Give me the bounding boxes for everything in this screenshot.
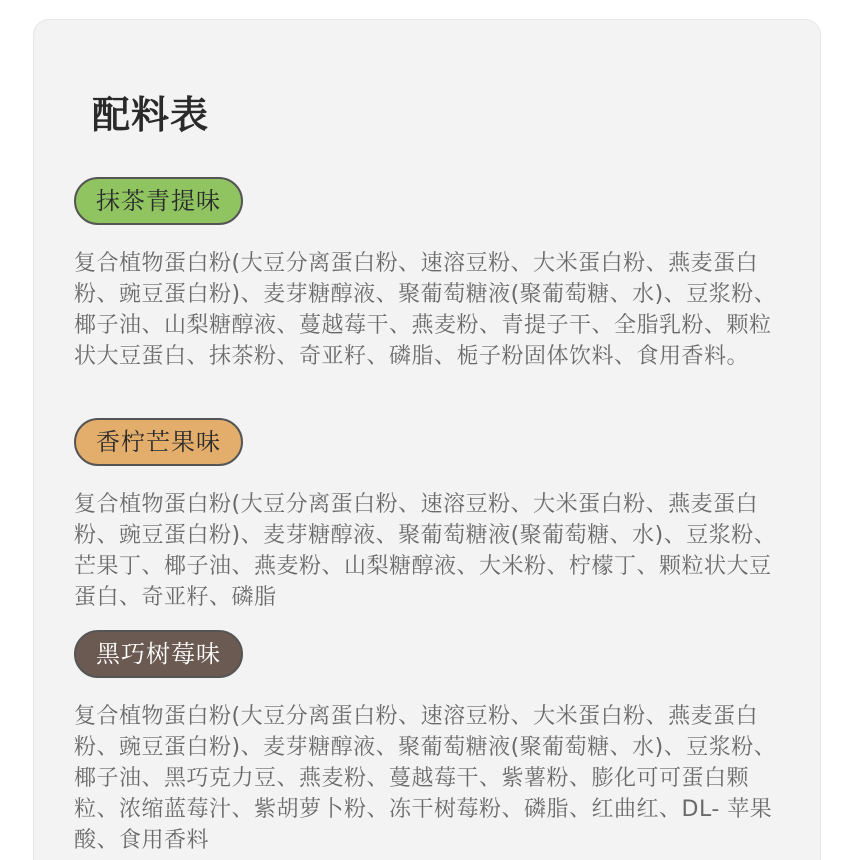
flavor-badge-dark-chocolate: 黑巧树莓味 <box>74 630 243 678</box>
ingredients-text-matcha: 复合植物蛋白粉(大豆分离蛋白粉、速溶豆粉、大米蛋白粉、燕麦蛋白粉、豌豆蛋白粉)、麦芽糖醇液、聚葡萄糖液(聚葡萄糖、水)、豆浆粉、椰子油、山梨糖醇液、蔓越莓干、燕麦粉、青提子干、全脂乳粉、颗粒状大豆蛋白、抹茶粉、奇亚籽、磷脂、栀子粉固体饮料、食用香料。 <box>74 251 777 369</box>
page-title: 配料表 <box>92 93 210 137</box>
ingredients-text-dark-chocolate: 复合植物蛋白粉(大豆分离蛋白粉、速溶豆粉、大米蛋白粉、燕麦蛋白粉、豌豆蛋白粉)、麦芽糖醇液、聚葡萄糖液(聚葡萄糖、水)、豆浆粉、椰子油、黑巧克力豆、燕麦粉、蔓越莓干、紫薯粉、膨化可可蛋白颗粒、浓缩蓝莓汁、紫胡萝卜粉、冻干树莓粉、磷脂、红曲红、DL- 苹果酸、食用香料 <box>74 704 777 853</box>
ingredients-text-mango: 复合植物蛋白粉(大豆分离蛋白粉、速溶豆粉、大米蛋白粉、燕麦蛋白粉、豌豆蛋白粉)、麦芽糖醇液、聚葡萄糖液(聚葡萄糖、水)、豆浆粉、芒果丁、椰子油、燕麦粉、山梨糖醇液、大米粉、柠檬丁、颗粒状大豆蛋白、奇亚籽、磷脂 <box>74 492 777 610</box>
flavor-badge-mango: 香柠芒果味 <box>74 418 243 466</box>
flavor-section-dark-chocolate <box>74 630 789 856</box>
ingredients-card <box>33 19 821 860</box>
flavor-section-mango <box>74 418 789 613</box>
flavor-section-matcha <box>74 177 789 372</box>
flavor-badge-matcha: 抹茶青提味 <box>74 177 243 225</box>
